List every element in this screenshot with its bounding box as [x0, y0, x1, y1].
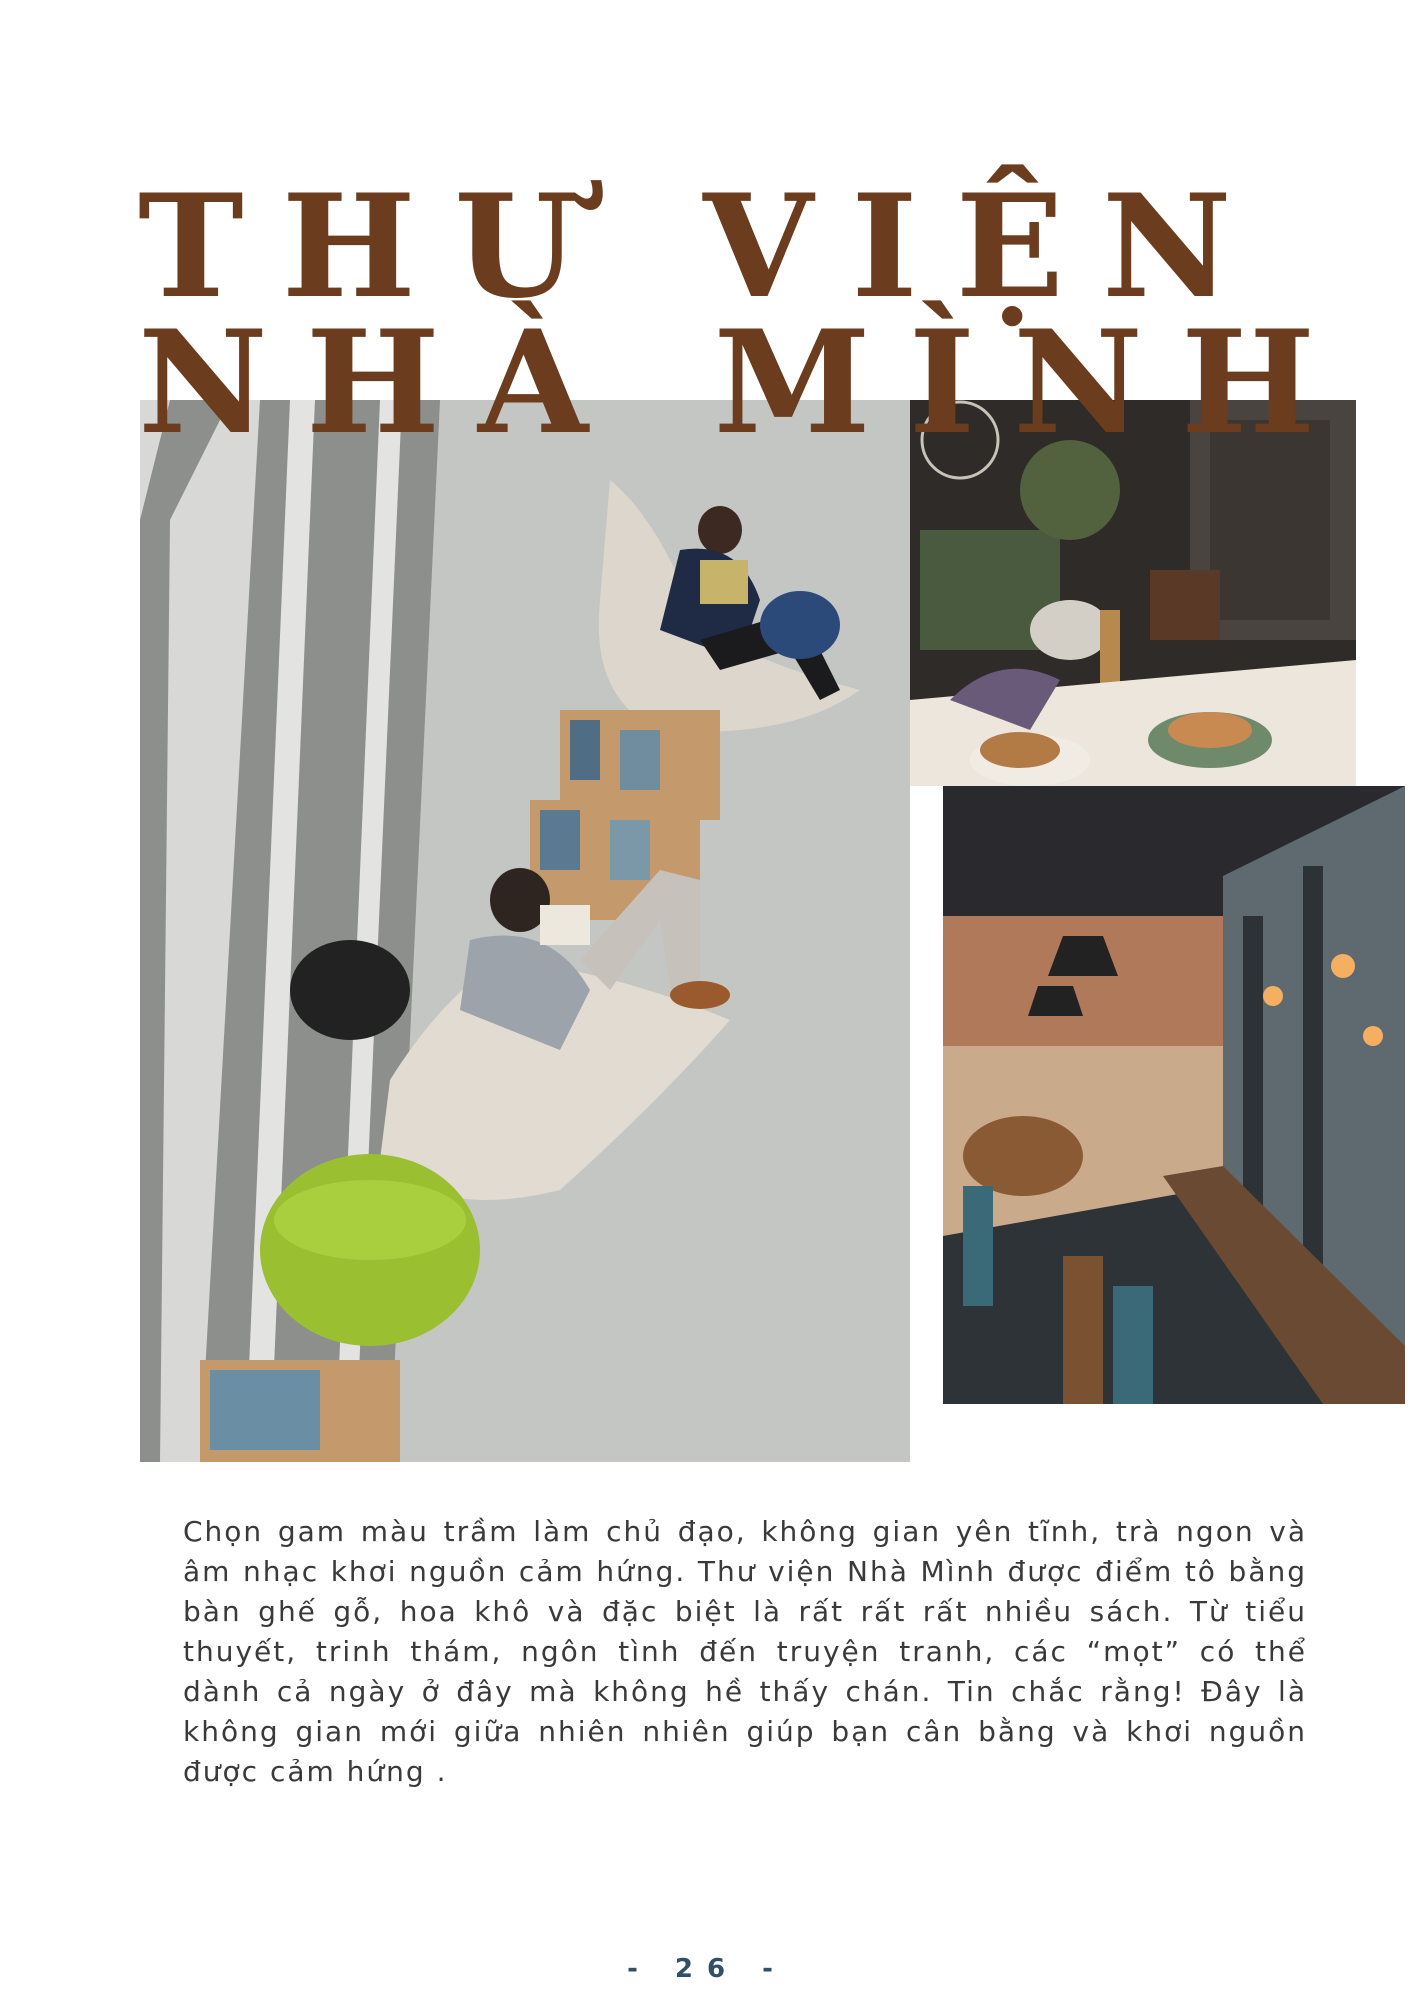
title-line-2: NHÀ MÌNH	[138, 300, 1354, 466]
title-line-1: THƯ VIỆN	[138, 164, 1270, 330]
article-body: Chọn gam màu trầm làm chủ đạo, không gian yên tĩnh, trà ngon và âm nhạc khơi nguồn cảm hứng. Thư viện Nhà Mình được điểm tô bằng bàn ghế gỗ, hoa khô và đặc biệt là rất rất rất nhiều sách. Từ tiểu thuyết, trinh thám, ngôn tình đến truyện tranh, các “mọt” có thể dành cả ngày ở đây mà không hề thấy chán. Tin chắc rằng! Đây là không gian mới giữa nhiên nhiên giúp bạn cân bằng và khơi nguồn được cảm hứng .	[183, 1515, 1307, 1788]
library-reading-photo	[140, 400, 910, 1462]
cafe-interior-photo	[943, 786, 1405, 1404]
page-number: - 26 -	[627, 1954, 787, 1984]
